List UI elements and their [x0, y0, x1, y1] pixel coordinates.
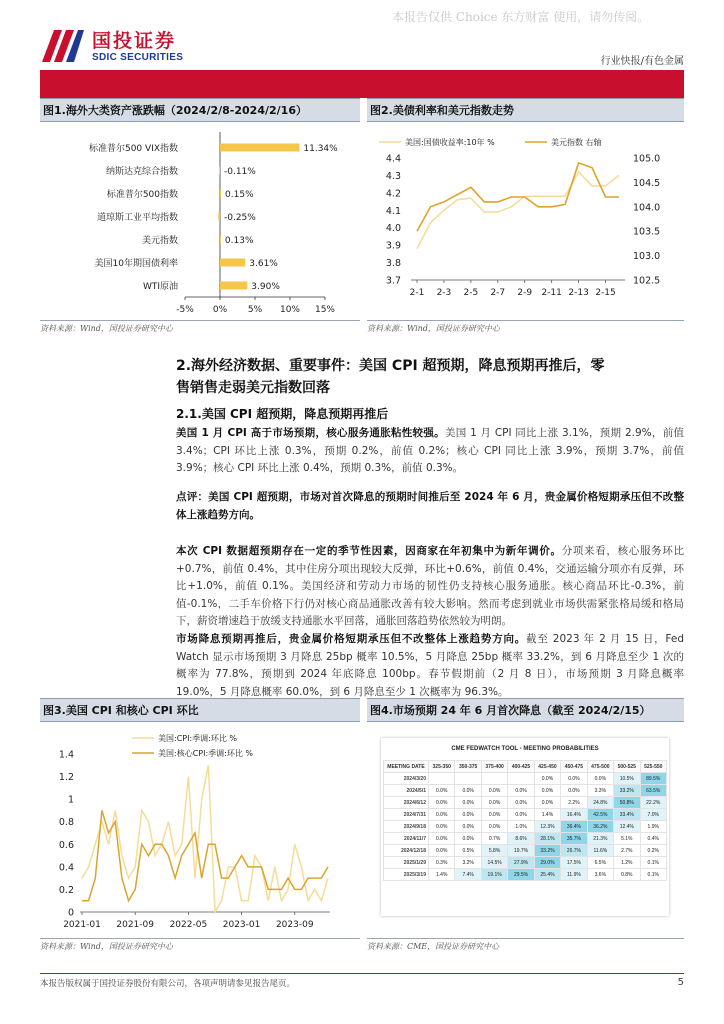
fedwatch-header-cell: MEETING DATE: [384, 761, 429, 773]
fig2-left-tick-label: 3.7: [385, 275, 401, 287]
fedwatch-probability-cell: 33.4%: [614, 809, 640, 821]
fedwatch-probability-cell: 11.6%: [587, 845, 613, 857]
fedwatch-probability-cell: [429, 773, 455, 785]
fedwatch-row: [384, 773, 667, 785]
fig2-right-tick-label: 103.5: [633, 226, 661, 238]
fedwatch-probability-cell: 0.8%: [614, 869, 640, 881]
fig1-bar: [220, 190, 221, 198]
fedwatch-probability-cell: 0.0%: [429, 809, 455, 821]
fig3-bottom-rule: [40, 938, 360, 939]
fedwatch-probability-cell: 50.8%: [614, 797, 640, 809]
paragraph-seasonal-lead: 本次 CPI 数据超预期存在一定的季节性因素，因商家在年初集中为新年调价。: [176, 545, 562, 557]
report-category: 行业快报/有色金属: [600, 56, 684, 67]
fig3-y-tick-label: 1: [67, 794, 74, 806]
fig2-chart: [367, 124, 684, 320]
paragraph-cpi-body: 美国 1 月 CPI 同比上涨 3.1%，预期 2.9%，前值 3.4%；CPI 环比上涨 0.3%，预期 0.2%，前值 0.2%；核心 CPI 同比上涨 3.9%，预期 3.7%，前值 3.9%；核心 CPI 环比上涨 0.4%，预期 0.3%，前值 0.3%。: [176, 427, 684, 474]
fedwatch-probability-cell: 0.0%: [455, 809, 481, 821]
fedwatch-meeting-date: 2024/6/12: [384, 797, 429, 809]
fedwatch-probability-cell: 3.6%: [587, 869, 613, 881]
fedwatch-probability-cell: 0.0%: [429, 785, 455, 797]
fedwatch-probability-cell: 0.0%: [455, 833, 481, 845]
fedwatch-probability-cell: 5.1%: [614, 833, 640, 845]
fig1-category-label: WTI原油: [142, 282, 178, 292]
fedwatch-header-cell: 400-425: [508, 761, 534, 773]
fig2-x-tick-label: 2-5: [463, 288, 479, 298]
fig1-category-label: 美元指数: [141, 236, 178, 246]
fedwatch-probability-cell: 36.4%: [561, 821, 587, 833]
paragraph-seasonal: [176, 543, 684, 631]
fedwatch-probability-cell: 27.9%: [508, 857, 534, 869]
fig3-x-tick-label: 2021-01: [63, 920, 101, 930]
fedwatch-probability-cell: 6.5%: [587, 857, 613, 869]
fedwatch-probability-cell: 0.0%: [508, 797, 534, 809]
fedwatch-probability-cell: 29.5%: [508, 869, 534, 881]
fig1-x-tick-label: 10%: [279, 305, 301, 315]
fedwatch-probability-cell: 25.4%: [534, 869, 560, 881]
fedwatch-probability-cell: 0.0%: [429, 845, 455, 857]
fig1-bar: [220, 144, 299, 152]
fig3-x-tick-label: 2021-09: [116, 920, 154, 930]
paragraph-seasonal-body: 分项来看，核心服务环比+0.7%，前值 0.4%，其中住房分项出现较大反弹，环比+0.6%，前值 0.4%，交通运输分项亦有反弹，环比+1.0%，前值 0.1%。美国经济和劳动力市场的韧性仍支持核心服务通胀。核心商品环比-0.3%，前值-0.1%，二手车价格下行仍对核心商品通胀改善有较大影响。然而考虑到就业市场供需紧张格局缓和格局下，薪资增速趋于放缓支持通胀水平回落，通胀回落趋势依然较为明朗。: [176, 545, 684, 627]
fig1-bar: [220, 282, 247, 290]
fedwatch-row: [384, 785, 667, 797]
fedwatch-probability-cell: 1.9%: [640, 821, 667, 833]
fedwatch-probability-cell: 33.2%: [614, 785, 640, 797]
logo-text: 国投证券: [92, 30, 177, 52]
fedwatch-meeting-date: 2024/7/31: [384, 809, 429, 821]
fedwatch-probability-cell: 35.7%: [561, 833, 587, 845]
fedwatch-probability-cell: 0.7%: [481, 833, 507, 845]
fedwatch-header-cell: 475-500: [587, 761, 613, 773]
fedwatch-meeting-date: 2025/3/19: [384, 869, 429, 881]
fedwatch-probability-cell: 12.3%: [534, 821, 560, 833]
subsection-title: 2.1.美国 CPI 超预期，降息预期再推后: [176, 407, 389, 421]
fig3-legend-label: 美国:CPI:季调:环比 %: [158, 734, 237, 743]
fedwatch-probability-cell: 0.4%: [640, 833, 667, 845]
paragraph-cpi-lead: 美国 1 月 CPI 高于市场预期，核心服务通胀粘性较强。: [176, 427, 445, 439]
fedwatch-table: [383, 760, 667, 881]
fig2-right-tick-label: 102.5: [633, 275, 661, 287]
fedwatch-probability-cell: 0.0%: [561, 773, 587, 785]
fedwatch-probability-cell: 0.0%: [508, 809, 534, 821]
fig1-x-tick-label: 0%: [212, 305, 228, 315]
fedwatch-probability-cell: 36.2%: [587, 821, 613, 833]
fedwatch-probability-cell: 11.9%: [561, 869, 587, 881]
paragraph-cpi: [176, 425, 684, 478]
fig2-left-tick-label: 4.4: [385, 153, 401, 165]
fedwatch-probability-cell: 0.0%: [455, 821, 481, 833]
fedwatch-row: [384, 809, 667, 821]
paragraph-rate-cut-lead: 市场降息预期再推后，贵金属价格短期承压但不改整体上涨趋势方向。: [176, 633, 527, 645]
fedwatch-probability-cell: 7.0%: [640, 809, 667, 821]
fedwatch-probability-cell: 0.0%: [561, 785, 587, 797]
fedwatch-header-cell: 325-350: [429, 761, 455, 773]
fig3-y-tick-label: 0: [67, 907, 74, 919]
fedwatch-probability-cell: 3.3%: [587, 785, 613, 797]
fedwatch-meeting-date: 2024/11/7: [384, 833, 429, 845]
fedwatch-probability-cell: 0.0%: [508, 785, 534, 797]
fedwatch-probability-cell: 0.0%: [455, 797, 481, 809]
fedwatch-probability-cell: 0.0%: [455, 785, 481, 797]
fedwatch-probability-cell: 14.5%: [481, 857, 507, 869]
fig2-x-tick-label: 2-7: [490, 288, 506, 298]
fedwatch-probability-cell: 1.2%: [614, 857, 640, 869]
fig2-x-tick-label: 2-11: [541, 288, 562, 298]
fedwatch-probability-cell: 8.6%: [508, 833, 534, 845]
fig2-legend-label: 美国:国债收益率:10年 %: [405, 138, 495, 147]
fedwatch-probability-cell: 0.2%: [640, 845, 667, 857]
fig2-left-tick-label: 4.1: [385, 205, 401, 217]
fedwatch-probability-cell: 0.5%: [455, 845, 481, 857]
fig2-right-tick-label: 104.0: [633, 202, 661, 214]
fig1-category-label: 美国10年期国债利率: [94, 259, 178, 269]
fedwatch-probability-cell: 22.2%: [640, 797, 667, 809]
fedwatch-probability-cell: 17.5%: [561, 857, 587, 869]
fig2-right-tick-label: 103.0: [633, 251, 661, 263]
fedwatch-header-cell: 425-450: [534, 761, 560, 773]
fedwatch-probability-cell: 0.0%: [534, 773, 560, 785]
fedwatch-header-cell: 450-475: [561, 761, 587, 773]
fig1-category-label: 道琼斯工业平均指数: [96, 213, 178, 223]
fedwatch-meeting-date: 2025/1/29: [384, 857, 429, 869]
fedwatch-probability-cell: 0.3%: [429, 857, 455, 869]
fig3-chart: [40, 724, 360, 938]
fig1-value-label: 0.15%: [225, 190, 254, 200]
fedwatch-header-cell: 525-550: [640, 761, 667, 773]
header-band: [40, 70, 684, 98]
fig1-category-label: 标准普尔500 VIX指数: [88, 144, 178, 154]
fedwatch-probability-cell: [481, 773, 507, 785]
fig4-bottom-rule: [367, 938, 684, 939]
fig1-category-label: 标准普尔500指数: [106, 190, 178, 200]
fedwatch-probability-cell: 0.0%: [481, 821, 507, 833]
fedwatch-probability-cell: 2.2%: [561, 797, 587, 809]
fedwatch-probability-cell: 42.5%: [587, 809, 613, 821]
fedwatch-row: [384, 869, 667, 881]
fig3-x-tick-label: 2022-05: [169, 920, 208, 930]
fig2-left-tick-label: 3.8: [385, 258, 401, 270]
fedwatch-probability-cell: 29.0%: [534, 857, 560, 869]
page-number: 5: [677, 977, 684, 988]
fig1-value-label: 11.34%: [303, 144, 338, 154]
fig3-series-line: [82, 810, 328, 900]
fig1-x-tick-label: 15%: [314, 305, 336, 315]
fig3-series-line: [82, 765, 328, 912]
fedwatch-probability-cell: 2.7%: [614, 845, 640, 857]
fedwatch-panel: [381, 738, 669, 916]
fig1-bar: [220, 236, 221, 244]
fig2-series-line: [417, 163, 619, 231]
fedwatch-probability-cell: 1.4%: [534, 809, 560, 821]
fig3-y-tick-label: 0.8: [58, 817, 74, 829]
fig1-title: 图1.海外大类资产涨跌幅（2024/2/8-2024/2/16）: [40, 98, 360, 122]
paragraph-rate-cut-body: 截至 2023 年 2 月 15 日，Fed Watch 显示市场预期 3 月降息 25bp 概率 10.5%，5 月降息 25bp 概率 33.2%，到 6 月降息至少 1 次的概率为 77.8%，预期到 2024 年底降息 100bp。春节假期前（2 月 8 日），市场预期 3 月降息概率 19.0%，5 月降息概率 60.0%，到 6 月降息至少 1 次概率为 96.3%。: [176, 633, 684, 698]
fedwatch-probability-cell: [455, 773, 481, 785]
fedwatch-row: [384, 833, 667, 845]
fedwatch-meeting-date: 2024/9/18: [384, 821, 429, 833]
logo-mark: [40, 24, 86, 64]
fig1-category-label: 纳斯达克综合指数: [105, 167, 178, 177]
fig1-bottom-rule: [40, 320, 360, 321]
fig1-bar: [220, 259, 245, 267]
fig1-source: 资料来源：Wind，国投证券研究中心: [40, 324, 173, 333]
fig3-source: 资料来源：Wind，国投证券研究中心: [40, 942, 173, 951]
fig3-y-tick-label: 0.4: [58, 862, 74, 874]
fig2-left-tick-label: 4.0: [385, 223, 401, 235]
fedwatch-probability-cell: 28.1%: [534, 833, 560, 845]
fig3-x-tick-label: 2023-01: [222, 920, 261, 930]
fig2-bottom-rule: [367, 320, 684, 321]
fedwatch-title: CME FEDWATCH TOOL - MEETING PROBABILITIES: [451, 746, 599, 752]
fig1-value-label: 3.61%: [249, 259, 278, 269]
fig3-x-tick-label: 2023-09: [275, 920, 314, 930]
fedwatch-probability-cell: 0.0%: [481, 797, 507, 809]
fig2-legend-label: 美元指数 右轴: [551, 138, 602, 147]
fig1-value-label: 3.90%: [251, 282, 280, 292]
fig2-x-tick-label: 2-15: [595, 288, 616, 298]
fedwatch-probability-cell: 1.0%: [508, 821, 534, 833]
fedwatch-probability-cell: 12.4%: [614, 821, 640, 833]
fig1-x-tick-label: -5%: [176, 305, 194, 315]
fedwatch-probability-cell: 0.0%: [429, 833, 455, 845]
fig2-series-line: [417, 172, 619, 249]
fig2-left-tick-label: 4.3: [385, 170, 401, 182]
fig2-source: 资料来源：Wind，国投证券研究中心: [367, 324, 500, 333]
fedwatch-probability-cell: 5.8%: [481, 845, 507, 857]
fedwatch-row: [384, 845, 667, 857]
fedwatch-probability-cell: 0.1%: [640, 857, 667, 869]
fig4-title: 图4.市场预期 24 年 6 月首次降息（截至 2024/2/15）: [367, 698, 684, 722]
fedwatch-probability-cell: 3.2%: [455, 857, 481, 869]
fig3-y-tick-label: 1.2: [58, 772, 74, 784]
fedwatch-meeting-date: 2024/12/18: [384, 845, 429, 857]
fedwatch-probability-cell: 21.3%: [587, 833, 613, 845]
paragraph-comment: 点评：美国 CPI 超预期，市场对首次降息的预期时间推后至 2024 年 6 月，贵金属价格短期承压但不改整体上涨趋势方向。: [176, 491, 684, 521]
fig3-legend-label: 美国:核心CPI:季调:环比 %: [158, 749, 253, 758]
fig2-title: 图2.美债利率和美元指数走势: [367, 98, 684, 122]
fedwatch-probability-cell: 16.4%: [561, 809, 587, 821]
fedwatch-row: [384, 797, 667, 809]
fig1-chart: [40, 124, 360, 320]
fedwatch-header-cell: 350-375: [455, 761, 481, 773]
fig1-bar: [219, 167, 220, 175]
fedwatch-probability-cell: [508, 773, 534, 785]
footer-rule: [40, 973, 684, 974]
fedwatch-probability-cell: 0.0%: [534, 785, 560, 797]
fedwatch-probability-cell: 0.0%: [429, 821, 455, 833]
fig3-title: 图3.美国 CPI 和核心 CPI 环比: [40, 698, 360, 722]
fedwatch-probability-cell: 1.4%: [429, 869, 455, 881]
fig2-right-tick-label: 104.5: [633, 177, 661, 189]
fedwatch-probability-cell: 24.8%: [587, 797, 613, 809]
fedwatch-probability-cell: 10.5%: [614, 773, 640, 785]
section-title: [176, 355, 684, 399]
fig1-x-tick-label: 5%: [247, 305, 263, 315]
fedwatch-meeting-date: 2024/5/1: [384, 785, 429, 797]
fedwatch-probability-cell: 0.0%: [534, 797, 560, 809]
fig2-x-tick-label: 2-13: [568, 288, 589, 298]
paragraph-rate-cut: [176, 631, 684, 701]
fedwatch-header-cell: 375-400: [481, 761, 507, 773]
fedwatch-probability-cell: 19.1%: [481, 869, 507, 881]
fig4-source: 资料来源：CME，国投证券研究中心: [367, 942, 500, 951]
fig2-right-tick-label: 105.0: [633, 153, 661, 165]
logo-subtitle: SDIC SECURITIES: [92, 52, 184, 63]
fedwatch-probability-cell: 0.1%: [640, 869, 667, 881]
fedwatch-probability-cell: 89.5%: [640, 773, 667, 785]
fedwatch-probability-cell: 33.2%: [534, 845, 560, 857]
watermark: 本报告仅供 Choice 东方财富 使用，请勿传阅。: [392, 10, 650, 24]
fig1-value-label: -0.11%: [224, 167, 256, 177]
fig2-left-tick-label: 4.2: [385, 188, 401, 200]
fedwatch-probability-cell: 7.4%: [455, 869, 481, 881]
fig1-value-label: 0.13%: [224, 236, 254, 246]
fedwatch-row: [384, 821, 667, 833]
fedwatch-probability-cell: 0.0%: [481, 809, 507, 821]
footer-disclaimer: 本报告版权属于国投证券股份有限公司，各项声明请参见报告尾页。: [40, 979, 296, 989]
fedwatch-probability-cell: 0.0%: [481, 785, 507, 797]
fedwatch-probability-cell: 19.7%: [508, 845, 534, 857]
fedwatch-probability-cell: 63.5%: [640, 785, 667, 797]
fedwatch-probability-cell: 26.7%: [561, 845, 587, 857]
section-title-line1: 2.海外经济数据、重要事件：美国 CPI 超预期，降息预期再推后，零: [176, 358, 605, 374]
fedwatch-probability-cell: 0.0%: [587, 773, 613, 785]
fig1-value-label: -0.25%: [224, 213, 256, 223]
fig2-left-tick-label: 3.9: [385, 240, 401, 252]
fig3-y-tick-label: 0.6: [58, 839, 74, 851]
fedwatch-meeting-date: 2024/3/20: [384, 773, 429, 785]
fig1-bar: [218, 213, 220, 221]
section-title-line2: 售销售走弱美元指数回落: [176, 380, 330, 396]
fig2-x-tick-label: 2-1: [409, 288, 425, 298]
fig2-x-tick-label: 2-3: [436, 288, 452, 298]
fedwatch-probability-cell: 0.0%: [429, 797, 455, 809]
fedwatch-row: [384, 857, 667, 869]
fig3-y-tick-label: 1.4: [58, 749, 74, 761]
fig2-x-tick-label: 2-9: [517, 288, 533, 298]
fig3-y-tick-label: 0.2: [58, 884, 74, 896]
fedwatch-header-cell: 500-525: [614, 761, 640, 773]
